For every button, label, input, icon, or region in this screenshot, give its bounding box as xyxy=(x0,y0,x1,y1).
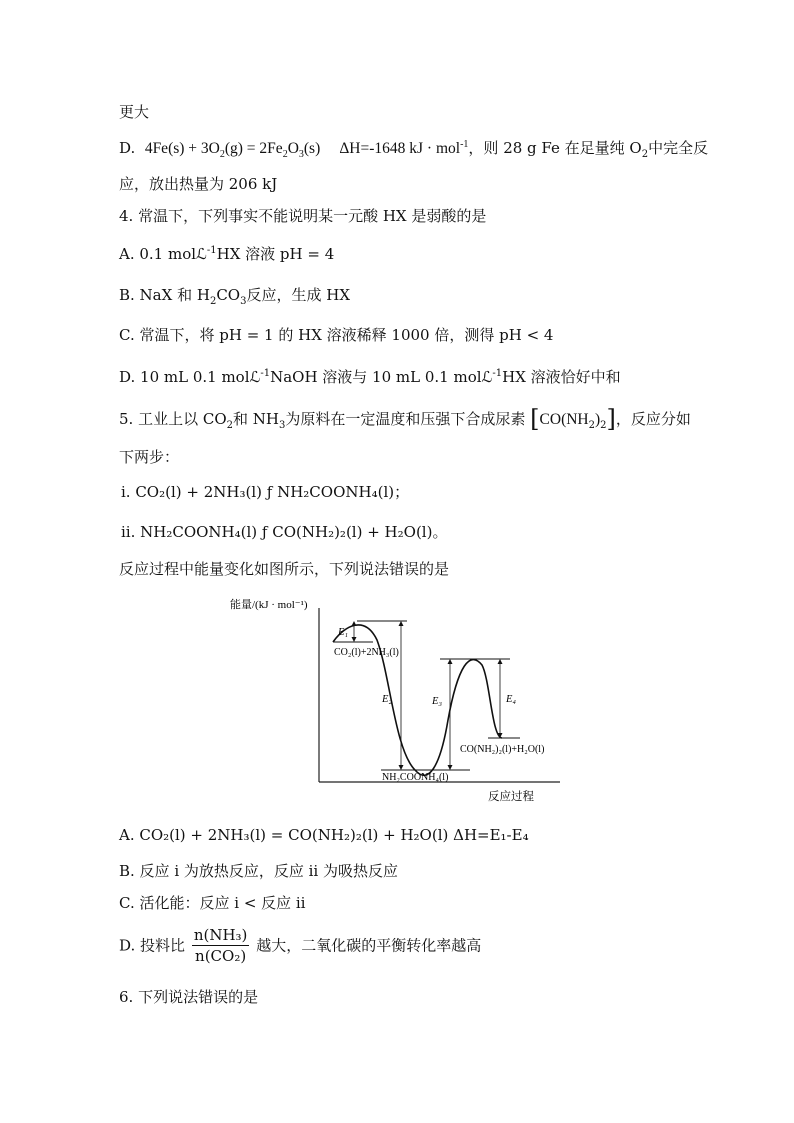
q6-stem: 6. 下列说法错误的是 xyxy=(119,988,259,1006)
text: 中完全反 xyxy=(648,139,709,157)
q4-option-d: D. 10 mL 0.1 molℒ$^{-1}$NaOH 溶液与 10 mL 0.1 molℒ$^{-1}$HX 溶液恰好中和 xyxy=(119,368,621,386)
enthalpy: ΔH=-1648 kJ · mol$^{-1}$ xyxy=(339,138,469,157)
label-intermediate: NH₂COONH₄(l) xyxy=(382,772,449,783)
q5-option-a: A. CO₂(l) + 2NH₃(l) = CO(NH₂)₂(l) + H₂O(l) ΔH=E₁-E₄ xyxy=(119,826,529,844)
option-label: D. xyxy=(119,139,136,157)
q4-option-c: C. 常温下，将 pH = 1 的 HX 溶液稀释 1000 倍，测得 pH < 4 xyxy=(119,326,554,344)
label-reactant: CO₂(l)+2NH₃(l) xyxy=(334,647,399,658)
y-axis-label: 能量/(kJ · mol⁻¹) xyxy=(230,599,308,611)
label-e2: E₂ xyxy=(382,694,393,705)
q5-option-d: D. 投料比 $\frac{\text{n(NH₃)}}{\text{n(CO₂)}}$ 越大，二氧化碳的平衡转化率越高 xyxy=(119,926,482,965)
label-e3: E₃ xyxy=(432,696,443,707)
q3-option-d: D. $4Fe(s) + 3O_2(g) = 2Fe_2O_3(s)$ ΔH=-1648 kJ · mol$^{-1}$，则 28 g Fe 在足量纯 $O_2$中完全反 xyxy=(119,138,709,161)
q5-option-b: B. 反应 ⅰ 为放热反应，反应 ⅱ 为吸热反应 xyxy=(119,862,399,880)
label-e1: E₁ xyxy=(338,627,349,638)
energy-diagram xyxy=(230,590,570,805)
q4-option-a: A. 0.1 molℒ$^{-1}$HX 溶液 pH = 4 xyxy=(119,245,335,263)
q5-stem-cont: 下两步： xyxy=(119,448,180,466)
text-more: 更大 xyxy=(119,103,150,121)
label-e4: E₄ xyxy=(506,694,517,705)
ratio-fraction: $\frac{\text{n(NH₃)}}{\text{n(CO₂)}}$ xyxy=(193,926,248,965)
text: ，则 28 g Fe 在足量纯 O xyxy=(468,139,642,157)
q4-stem: 4. 常温下，下列事实不能说明某一元酸 HX 是弱酸的是 xyxy=(119,207,487,225)
x-axis-label: 反应过程 xyxy=(488,791,534,803)
q3-option-d-cont: 应，放出热量为 206 kJ xyxy=(119,175,278,193)
q5-figure-intro: 反应过程中能量变化如图所示，下列说法错误的是 xyxy=(119,560,450,578)
q5-stem: 5. 工业上以 $CO_2$和 $NH_3$为原料在一定温度和压强下合成尿素 $[CO(NH_2)_2]$，反应分如 xyxy=(119,405,691,433)
q4-option-b: B. NaX 和 $H_2CO_3$反应，生成 HX xyxy=(119,286,350,307)
label-product: CO(NH₂)₂(l)+H₂O(l) xyxy=(460,744,545,755)
q5-step-ii: ⅱ. NH₂COONH₄(l) ƒ CO(NH₂)₂(l) + H₂O(l)。 xyxy=(121,523,448,541)
q5-step-i: ⅰ. CO₂(l) + 2NH₃(l) ƒ NH₂COONH₄(l)； xyxy=(121,483,410,501)
equation: $4Fe(s) + 3O_2(g) = 2Fe_2O_3(s)$ xyxy=(144,140,321,161)
q5-option-c: C. 活化能：反应 ⅰ < 反应 ⅱ xyxy=(119,894,306,912)
text-line-continuation xyxy=(119,101,149,123)
